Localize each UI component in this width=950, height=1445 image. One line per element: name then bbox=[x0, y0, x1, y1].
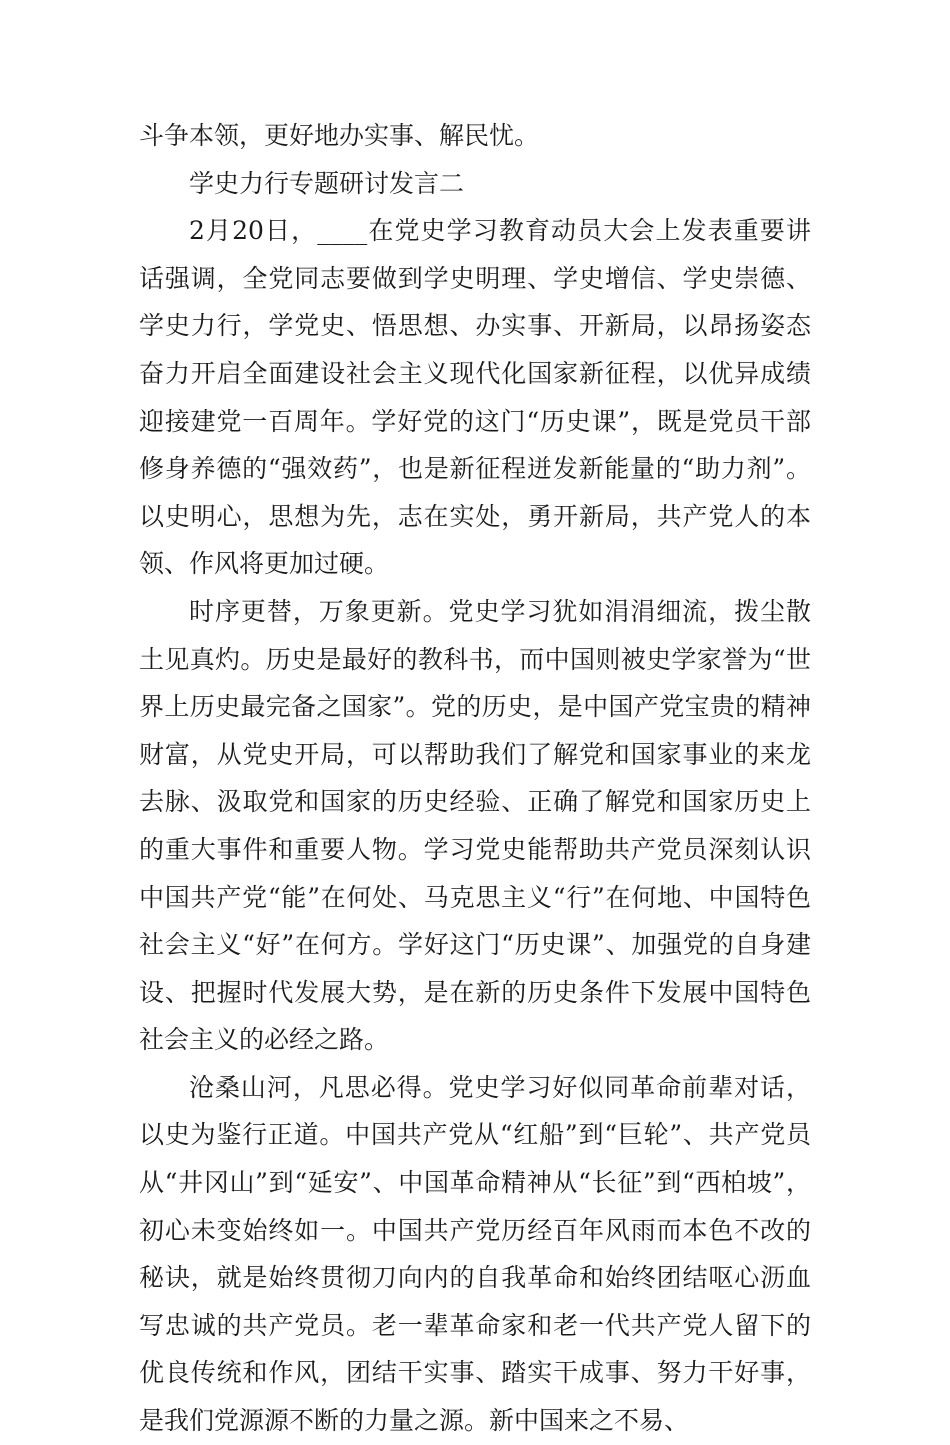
document-body bbox=[139, 112, 811, 1445]
paragraph-1: 2月20日，____在党史学习教育动员大会上发表重要讲话强调，全党同志要做到学史明理、学史增信、学史崇德、学史力行，学党史、悟思想、办实事、开新局，以昂扬姿态奋力开启全面建设社会主义现代化国家新征程，以优异成绩迎接建党一百周年。学好党的这门“历史课”，既是党员干部修身养德的“强效药”，也是新征程迸发新能量的“助力剂”。以史明心，思想为先，志在实处，勇开新局，共产党人的本领、作风将更加过硬。 bbox=[139, 216, 811, 579]
paragraph-2: 时序更替，万象更新。党史学习犹如涓涓细流，拨尘散土见真灼。历史是最好的教科书，而中国则被史学家誉为“世界上历史最完备之国家”。党的历史，是中国产党宝贵的精神财富，从党史开局，可以帮助我们了解党和国家事业的来龙去脉、汲取党和国家的历史经验、正确了解党和国家历史上的重大事件和重要人物。学习党史能帮助共产党员深刻认识中国共产党“能”在何处、马克思主义“行”在何地、中国特色社会主义“好”在何方。学好这门“历史课”、加强党的自身建设、把握时代发展大势，是在新的历史条件下发展中国特色社会主义的必经之路。 bbox=[139, 596, 811, 1055]
paragraph-3: 沧桑山河，凡思必得。党史学习好似同革命前辈对话，以史为鉴行正道。中国共产党从“红船”到“巨轮”、共产党员从“井冈山”到“延安”、中国革命精神从“长征”到“西柏坡”，初心未变始终如一。中国共产党历经百年风雨而本色不改的秘诀，就是始终贯彻刀向内的自我革命和始终团结呕心沥血写忠诚的共产党员。老一辈革命家和老一代共产党人留下的优良传统和作风，团结干实事、踏实干成事、努力干好事，是我们党源源不断的力量之源。新中国来之不易、 bbox=[139, 1072, 811, 1436]
section-heading: 学史力行专题研讨发言二 bbox=[189, 168, 465, 198]
continuation-text: 斗争本领，更好地办实事、解民忧。 bbox=[139, 121, 540, 150]
